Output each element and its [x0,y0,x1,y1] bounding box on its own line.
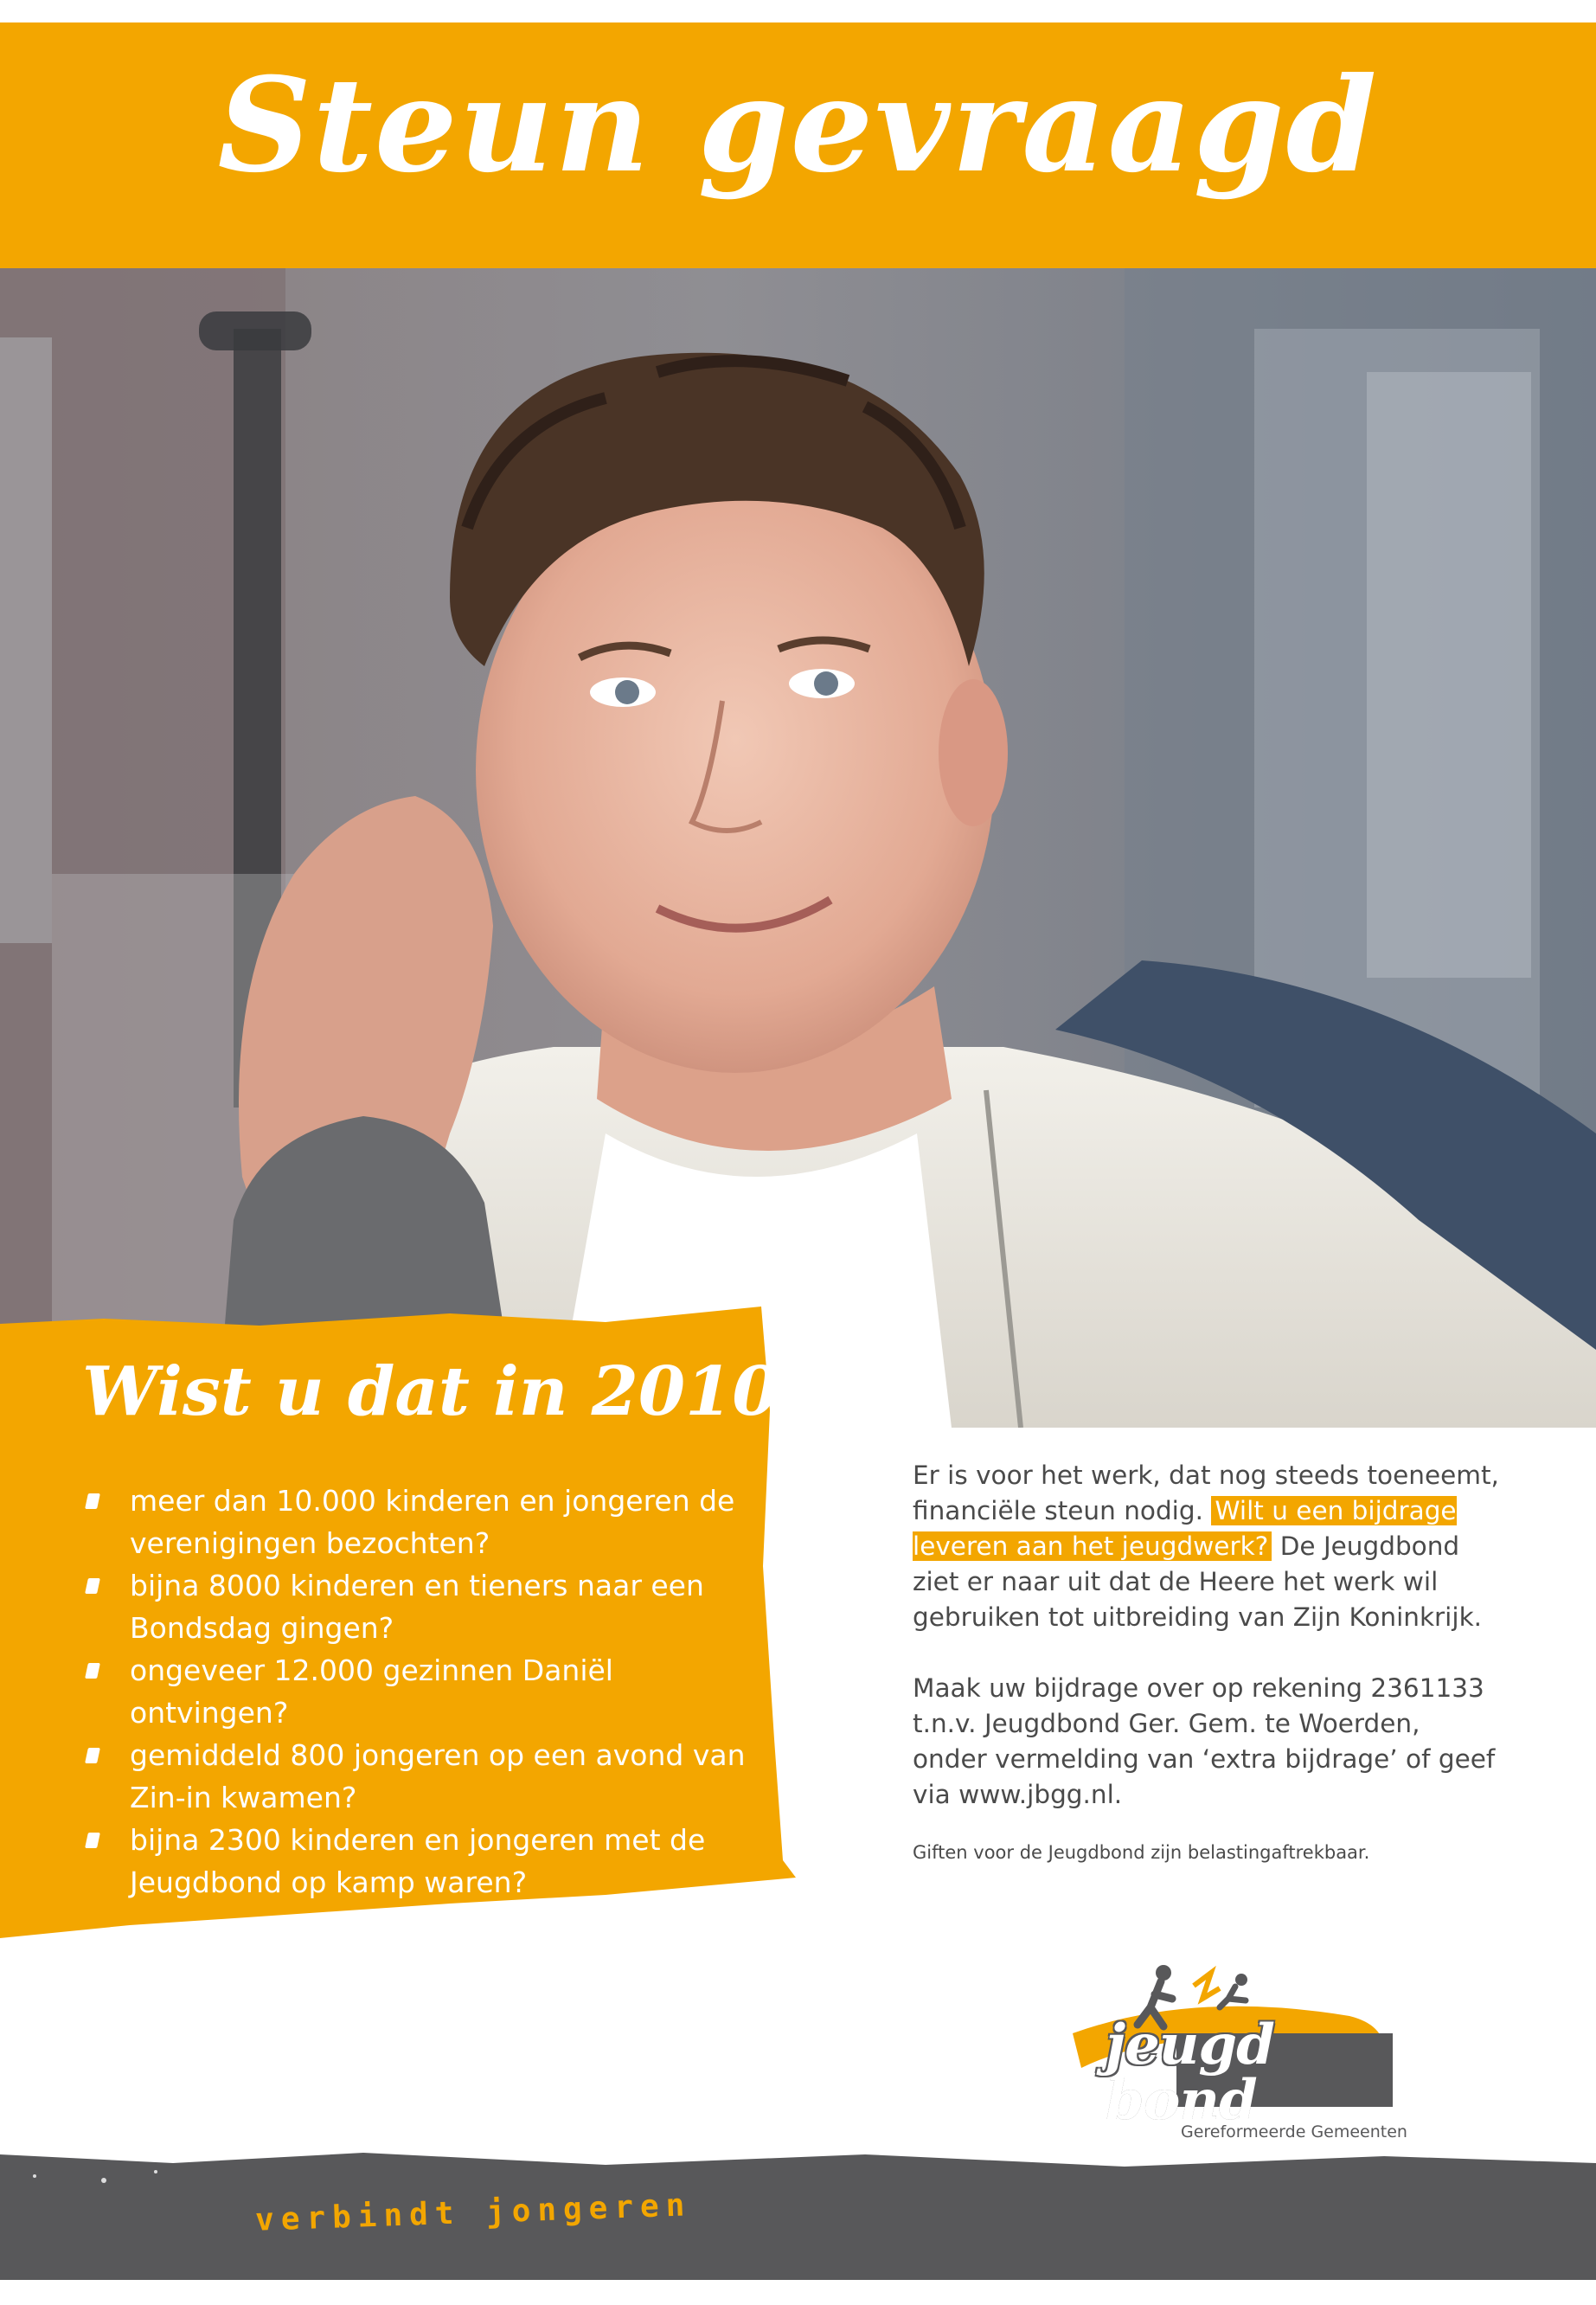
fact-text: meer dan 10.000 kinderen en jongeren de verenigingen bezochten? [130,1484,735,1560]
bullet-icon [85,1578,100,1594]
bullet-icon [85,1493,100,1509]
jumper-icon [1220,1974,1247,2007]
list-item [87,1734,779,1819]
facts-title: Wist u dat in 2010: [82,1352,804,1431]
fact-text: bijna 2300 kinderen en jongeren met de Jeugdbond op kamp waren? [130,1823,706,1899]
facts-list [87,1480,779,1904]
appeal-highlight: Wilt u een bijdrage leveren aan het jeugdwerk? [913,1496,1457,1561]
bullet-icon [85,1663,100,1679]
list-item [87,1819,779,1904]
fact-text: bijna 8000 kinderen en tieners naar een Bondsdag gingen? [130,1569,704,1645]
footer-tagline: verbindt jongeren [254,2187,693,2238]
bullet-icon [85,1833,100,1848]
bullet-icon [85,1748,100,1763]
logo-subtitle: Gereformeerde Gemeenten [1181,2122,1407,2141]
fact-text: gemiddeld 800 jongeren op een avond van Zin-in kwamen? [130,1738,746,1814]
jeugdbond-logo [1064,1947,1410,2146]
logo-word-jeugd: jeugd [1106,2013,1274,2077]
list-item [87,1564,779,1649]
appeal-intro: Er is voor het werk, dat nog steeds toeneemt, financiële steun nodig. [913,1461,1499,1525]
payment-paragraph [913,1671,1501,1813]
list-item [87,1480,779,1564]
page-title: Steun gevraagd [217,49,1379,202]
footer-band [0,2128,1596,2302]
payment-text: Maak uw bijdrage over op rekening 2361133 t.n.v. Jeugdbond Ger. Gem. te Woerden, onder vermelding van ‘extra bijdrage’ of geef via www.jbgg.nl. [913,1673,1496,1809]
appeal-continuation: De Jeugdbond ziet er naar uit dat de Heere het werk wil gebruiken tot uitbreiding van Zijn Koninkrijk. [913,1531,1483,1632]
appeal-paragraph [913,1458,1501,1635]
logo-word-bond: bond [1106,2068,1257,2133]
list-item [87,1649,779,1734]
portrait-photo [0,268,1596,1431]
appeal-text [913,1458,1501,1848]
fact-text: ongeveer 12.000 gezinnen Daniël ontvingen? [130,1653,613,1730]
tax-note: Giften voor de Jeugdbond zijn belastingaftrekbaar. [913,1842,1370,1863]
